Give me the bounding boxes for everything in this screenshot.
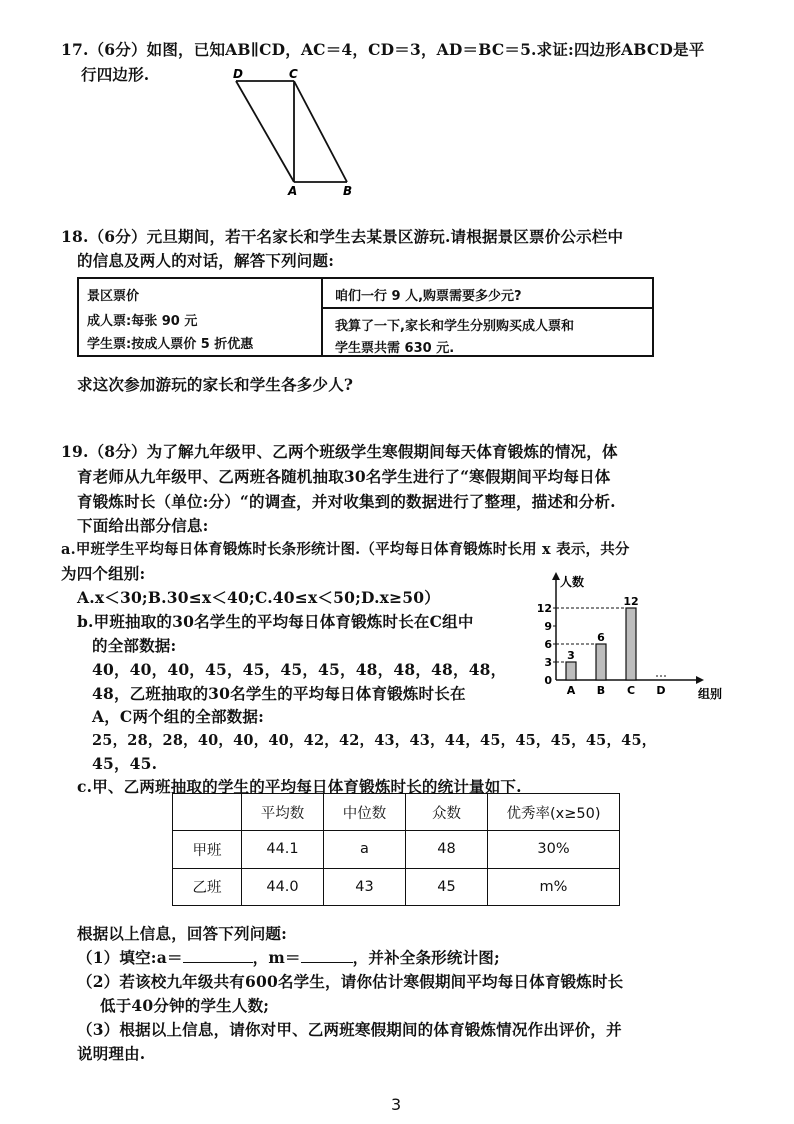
side-da — [236, 81, 294, 182]
y-tick-label: 0 — [544, 674, 552, 687]
q19-intro-line2: 育老师从九年级甲、乙两班各随机抽取30名学生进行了“寒假期间平均每日体 — [77, 467, 611, 486]
y-axis-label: 人数 — [560, 575, 585, 589]
q19-b-line3: 40，40，40，45，45，45，45，48，48，48，48， — [92, 660, 507, 679]
bar-a — [566, 662, 576, 680]
q19-b-line6: 25，28，28，40，40，40，42，42，43，43，44，45，45，45，45，45， — [92, 732, 657, 749]
price-adult: 成人票:每张 90 元 — [87, 314, 198, 329]
price-board-left — [79, 279, 323, 355]
table-cell: 甲班 — [173, 831, 242, 868]
q19-b-line2: 的全部数据: — [92, 636, 177, 655]
bar-data-label: 6 — [597, 631, 605, 644]
x-tick-label: C — [626, 684, 636, 697]
answer-blank-m[interactable] — [301, 946, 353, 963]
x-tick-label: A — [566, 684, 576, 697]
y-tick-label: 6 — [544, 638, 552, 651]
dialog-answer-line2: 学生票共需 630 元. — [335, 341, 455, 356]
table-cell: 44.1 — [242, 831, 324, 868]
y-tick-label: 3 — [544, 656, 552, 669]
price-board — [77, 277, 654, 357]
q19-a-line3: A.x＜30;B.30≤x＜40;C.40≤x＜50;D.x≥50） — [77, 588, 440, 607]
table-header-cell: 众数 — [406, 794, 488, 831]
q18-line2: 的信息及两人的对话，解答下列问题: — [77, 251, 335, 270]
page-number: 3 — [391, 1095, 402, 1114]
bar-chart — [528, 572, 743, 702]
dialog-question: 咱们一行 9 人,购票需要多少元? — [335, 289, 522, 304]
table-cell: 30% — [488, 831, 620, 868]
y-tick-label: 12 — [536, 602, 552, 615]
sub1-prefix: （1）填空:a＝ — [77, 948, 183, 967]
y-tick-label: 9 — [544, 620, 552, 633]
table-row — [173, 831, 620, 868]
price-title: 景区票价 — [87, 289, 140, 304]
bar-c — [626, 608, 636, 680]
answer-blank-a[interactable] — [183, 946, 253, 963]
vertex-a-label: A — [288, 184, 298, 198]
table-cell: 43 — [324, 868, 406, 905]
bar-data-label: 12 — [623, 595, 639, 608]
table-cell: 44.0 — [242, 868, 324, 905]
x-tick-label: D — [656, 684, 666, 697]
q19-a-line2: 为四个组别: — [61, 564, 146, 583]
q19-sub1 — [77, 946, 500, 968]
table-header-row — [173, 794, 620, 831]
q19-intro-line1: 19.（8分）为了解九年级甲、乙两个班级学生寒假期间每天体育锻炼的情况，体 — [61, 442, 618, 461]
q19-sub2-line1: （2）若该校九年级共有600名学生，请你估计寒假期间平均每日体育锻炼时长 — [77, 972, 624, 991]
q19-a-line1: a.甲班学生平均每日体育锻炼时长条形统计图.（平均每日体育锻炼时长用 x 表示，共分 — [61, 541, 630, 558]
q17-line2: 行四边形. — [81, 65, 150, 84]
vertex-b-label: B — [343, 184, 353, 198]
q19-intro-line3: 育锻炼时长（单位:分）“的调查，并对收集到的数据进行了整理，描述和分析. — [77, 492, 616, 511]
q19-sub3-line1: （3）根据以上信息，请你对甲、乙两班寒假期间的体育锻炼情况作出评价，并 — [77, 1020, 622, 1039]
q19-sub2-line2: 低于40分钟的学生人数; — [100, 996, 270, 1015]
table-cell: 乙班 — [173, 868, 242, 905]
table-header-cell — [173, 794, 242, 831]
table-header-cell: 中位数 — [324, 794, 406, 831]
bar-data-label: 3 — [567, 649, 575, 662]
table-cell: m% — [488, 868, 620, 905]
q19-b-line7: 45，45. — [92, 754, 158, 773]
table-cell: 48 — [406, 831, 488, 868]
stats-table — [172, 793, 620, 906]
bar-b — [596, 644, 606, 680]
table-cell: a — [324, 831, 406, 868]
q19-b-line4: 48，乙班抽取的30名学生的平均每日体育锻炼时长在 — [92, 684, 466, 703]
vertex-c-label: C — [289, 68, 298, 81]
x-axis-arrow — [696, 676, 704, 684]
table-header-cell: 平均数 — [242, 794, 324, 831]
dialog-question-cell — [323, 279, 652, 309]
q19-b-line1: b.甲班抽取的30名学生的平均每日体育锻炼时长在C组中 — [77, 612, 474, 631]
table-row — [173, 868, 620, 905]
q18-question: 求这次参加游玩的家长和学生各多少人? — [77, 375, 354, 394]
sub1-middle: ，m＝ — [252, 948, 301, 967]
table-cell: 45 — [406, 868, 488, 905]
q19-sub3-line2: 说明理由. — [77, 1044, 146, 1063]
price-student: 学生票:按成人票价 5 折优惠 — [87, 337, 254, 352]
q19-c-line: c.甲、乙两班抽取的学生的平均每日体育锻炼时长的统计量如下. — [77, 777, 522, 796]
side-cb — [294, 81, 347, 182]
table-header-cell: 优秀率(x≥50) — [488, 794, 620, 831]
q19-after-table: 根据以上信息，回答下列问题: — [77, 924, 288, 943]
y-axis-arrow — [552, 572, 560, 580]
dialog-answer-cell — [323, 309, 652, 355]
q19-b-line5: A，C两个组的全部数据: — [92, 707, 264, 726]
q18-line1: 18.（6分）元旦期间，若干名家长和学生去某景区游玩.请根据景区票价公示栏中 — [61, 227, 624, 246]
parallelogram-figure — [225, 68, 365, 198]
x-axis-label: 组别 — [698, 687, 723, 701]
x-tick-label: B — [596, 684, 606, 697]
sub1-suffix: ，并补全条形统计图; — [352, 948, 500, 967]
vertex-d-label: D — [233, 68, 243, 81]
dialog-answer-line1: 我算了一下,家长和学生分别购买成人票和 — [335, 319, 574, 334]
q19-intro-line4: 下面给出部分信息: — [77, 516, 209, 535]
q17-line1: 17.（6分）如图，已知AB∥CD，AC＝4，CD＝3，AD＝BC＝5.求证:四边形ABCD是平 — [61, 40, 705, 59]
